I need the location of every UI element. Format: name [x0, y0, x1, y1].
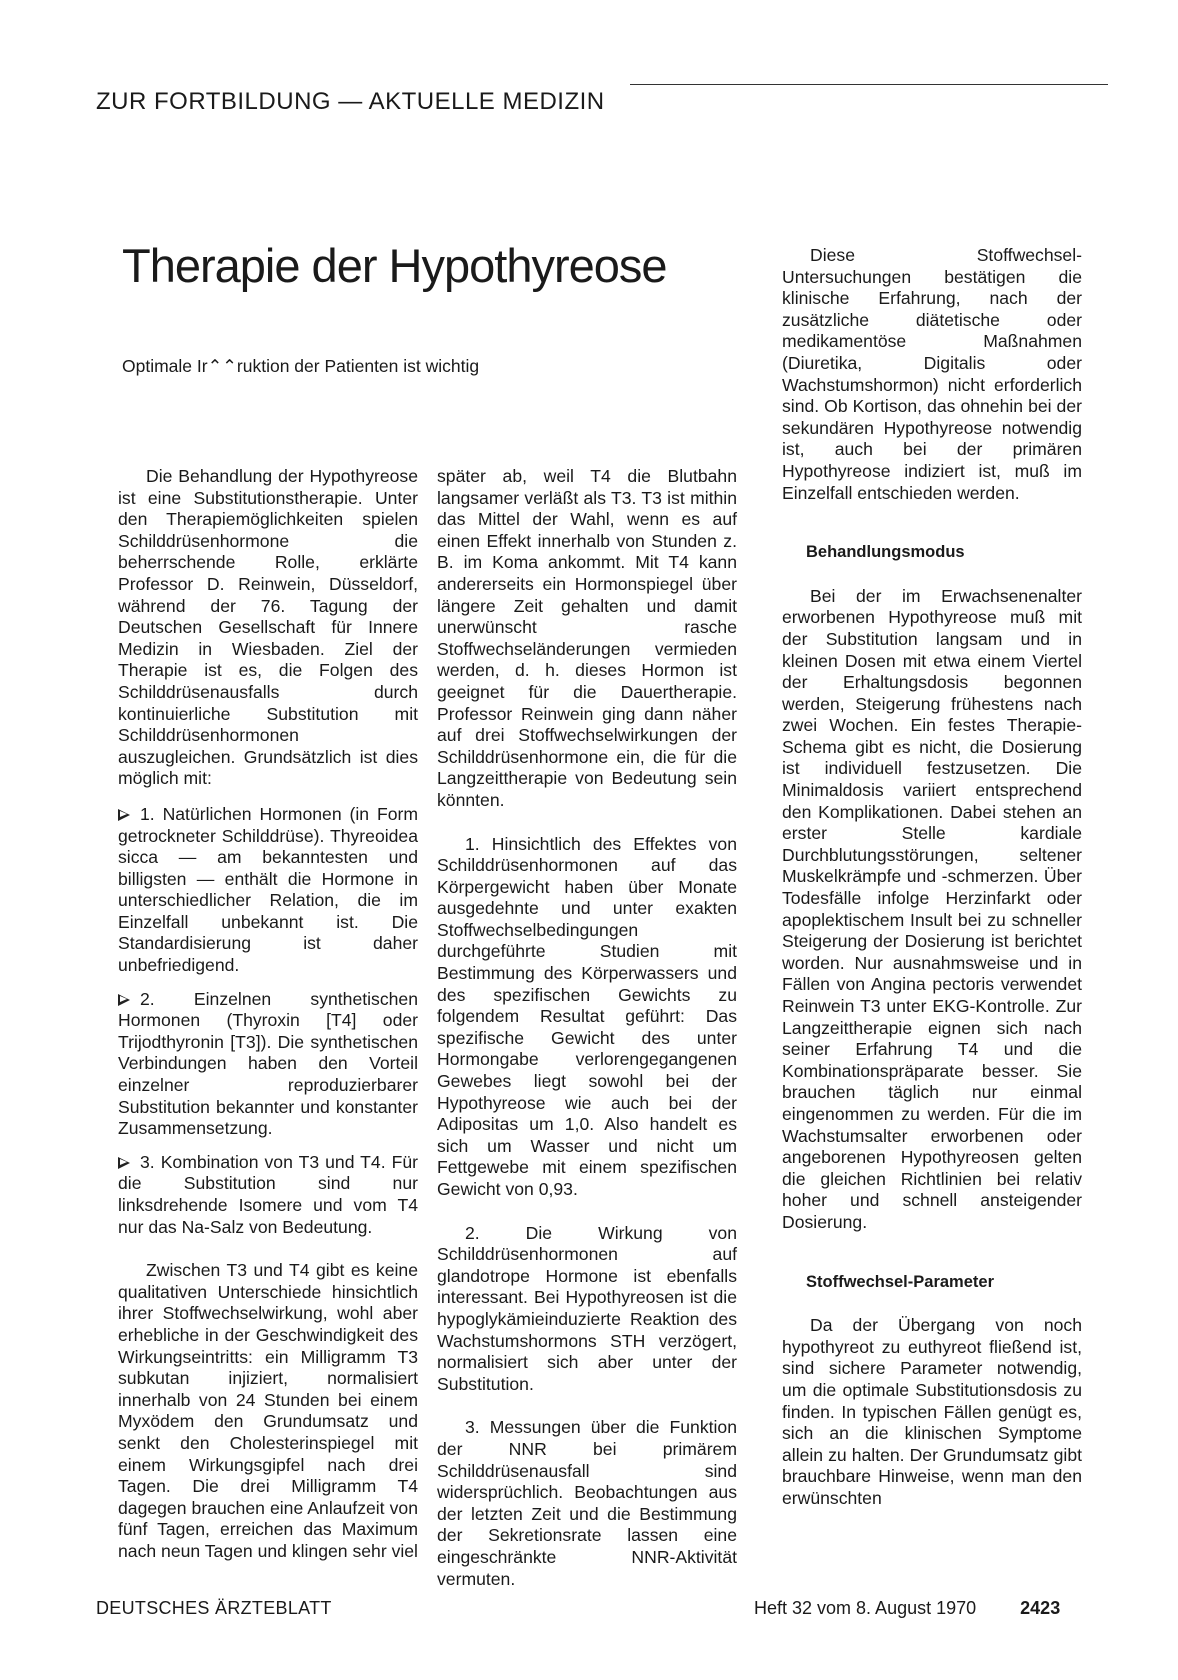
paragraph: 1. Hinsichtlich des Effektes von Schilddrüsenhormonen auf das Körpergewicht haben über Monate ausgedehnte und unter exakten Stoffwechselbedingungen durchgeführte Studien mit Bestimmung des Körperwassers und des spezifischen Gewichts zu folgendem Resultat geführt: Das spezifische Gewicht des unter Hormongabe verlorengegangenen Gewebes liegt sowohl bei der Hypothyreose wie auch bei der Adipositas um 1,0. Also handelt es sich um Wasser und nicht um Fettgewebe mit einem spezifischen Gewicht von 0,93. — [437, 833, 737, 1199]
list-item — [118, 804, 418, 977]
footer-issue: Heft 32 vom 8. August 1970 — [754, 1598, 977, 1618]
article-title: Therapie der Hypothyreose — [122, 239, 667, 292]
footer-journal: DEUTSCHES ÄRZTEBLATT — [96, 1598, 332, 1618]
article-subtitle: Optimale Ir⌃⌃ruktion der Patienten ist wichtig — [122, 356, 480, 376]
paragraph: 2. Die Wirkung von Schilddrüsenhormonen auf glandotrope Hormone ist ebenfalls interessant. Bei Hypothyreosen ist die hypoglykämieinduzierte Reaktion des Wachstumshormons STH verzögert, normalisiert sich aber unter der Substitution. — [437, 1222, 737, 1394]
paragraph: später ab, weil T4 die Blutbahn langsamer verläßt als T3. T3 ist mithin das Mittel der Wahl, wenn es auf einen Effekt innerhalb von Stunden z. B. im Koma ankommt. Mit T4 kann andererseits ein Hormonspiegel über längere Zeit gehalten und damit unerwünscht rasche Stoffwechseländerungen vermieden werden, d. h. dieses Hormon ist geeignet für die Dauertherapie. Professor Reinwein ging dann näher auf drei Stoffwechselwirkungen der Schilddrüsenhormone ein, die für die Langzeittherapie von Bedeutung sein könnten. — [437, 466, 737, 810]
list-item-text: 1. Natürlichen Hormonen (in Form getrockneter Schilddrüse). Thyreoidea sicca — am bekanntesten und billigsten — enthält die Hormone in unterschiedlicher Relation, die im Einzelfall unbekannt ist. Die Standardisierung ist daher unbefriedigend. — [118, 803, 418, 976]
list-item — [118, 1152, 418, 1238]
triangle-bullet-icon — [118, 809, 130, 821]
column-3 — [782, 245, 1082, 1523]
header-rule — [630, 84, 1108, 85]
footer-issue-info — [754, 1598, 1060, 1619]
list-item-text: 3. Kombination von T3 und T4. Für die Substitution sind nur linksdrehende Isomere und vom T4 nur das Na-Salz von Bedeutung. — [118, 1151, 418, 1237]
paragraph: Diese Stoffwechsel-Untersuchungen bestätigen die klinische Erfahrung, nach der zusätzliche diätetische oder medikamentöse Maßnahmen (Diuretika, Digitalis oder Wachstumshormon) nicht erforderlich sind. Ob Kortison, das ohnehin bei der sekundären Hypothyreose notwendig ist, auch bei der primären Hypothyreose indiziert ist, muß im Einzelfall entschieden werden. — [782, 245, 1082, 503]
paragraph: Bei der im Erwachsenenalter erworbenen Hypothyreose muß mit der Substitution langsam und in kleinen Dosen mit etwa einem Viertel der Erhaltungsdosis begonnen werden, Steigerung frühestens nach zwei Wochen. Ein festes Therapie-Schema gibt es nicht, die Dosierung ist individuell festzusetzen. Die Minimaldosis variiert entsprechend den Komplikationen. Dabei stehen an erster Stelle kardiale Durchblutungsstörungen, seltener Muskelkrämpfe und -schmerzen. Über Todesfälle infolge Herzinfarkt oder apoplektischem Insult bei zu schneller Steigerung der Dosierung ist berichtet worden. Nur ausnahmsweise und in Fällen von Angina pectoris verwendet Reinwein T3 unter EKG-Kontrolle. Zur Langzeittherapie eignen sich nach seiner Erfahrung T4 und die Kombinationspräparate besser. Sie brauchen täglich nur einmal eingenommen zu werden. Für die im Wachstumsalter erworbenen oder angeborenen Hypothyreosen gelten die gleichen Richtlinien bei relativ hoher und schnell ansteigender Dosierung. — [782, 585, 1082, 1232]
section-heading: Stoffwechsel-Parameter — [806, 1272, 994, 1291]
triangle-bullet-icon — [118, 994, 130, 1006]
section-heading: Behandlungsmodus — [806, 543, 965, 562]
triangle-bullet-icon — [118, 1157, 130, 1169]
paragraph: Zwischen T3 und T4 gibt es keine qualitativen Unterschiede hinsichtlich ihrer Stoffwechselwirkung, wohl aber erhebliche in der Geschwindigkeit des Wirkungseintritts: ein Milligramm T3 subkutan injiziert, normalisiert innerhalb von 24 Stunden bei einem Myxödem den Grundumsatz und senkt den Cholesterinspiegel mit einem Wirkungsgipfel nach drei Tagen. Die drei Milligramm T4 dagegen brauchen eine Anlaufzeit von fünf Tagen, erreichen das Maximum nach neun Tagen und klingen sehr viel — [118, 1260, 418, 1561]
list-item-text: 2. Einzelnen synthetischen Hormonen (Thyroxin [T4] oder Trijodthyronin [T3]). Die synthetischen Verbindungen haben den Vorteil einzelner reproduzierbarer Substitution bekannter und konstanter Zusammensetzung. — [118, 988, 418, 1139]
list-item — [118, 989, 418, 1140]
paragraph: 3. Messungen über die Funktion der NNR bei primärem Schilddrüsenausfall sind widersprüchlich. Beobachtungen aus der letzten Zeit und die Bestimmung der Sekretionsrate lassen eine eingeschränkte NNR-Aktivität vermuten. — [437, 1417, 737, 1589]
section-label: ZUR FORTBILDUNG — AKTUELLE MEDIZIN — [96, 88, 605, 115]
page-number: 2423 — [1020, 1598, 1061, 1618]
column-1 — [118, 466, 418, 1577]
paragraph: Die Behandlung der Hypothyreose ist eine Substitutionstherapie. Unter den Therapiemöglichkeiten spielen Schilddrüsenhormone die beherrschende Rolle, erklärte Professor D. Reinwein, Düsseldorf, während der 76. Tagung der Deutschen Gesellschaft für Innere Medizin in Wiesbaden. Ziel der Therapie ist es, die Folgen des Schilddrüsenausfalls durch kontinuierliche Substitution mit Schilddrüsenhormonen auszugleichen. Grundsätzlich ist dies möglich mit: — [118, 466, 418, 789]
section-header — [96, 78, 1108, 118]
paragraph: Da der Übergang von noch hypothyreot zu euthyreot fließend ist, sind sichere Parameter notwendig, um die optimale Substitutionsdosis zu finden. In typischen Fällen genügt es, sich an die klinischen Symptome allein zu halten. Der Grundumsatz gibt brauchbare Hinweise, wenn man den erwünschten — [782, 1315, 1082, 1508]
column-2 — [437, 466, 737, 1604]
